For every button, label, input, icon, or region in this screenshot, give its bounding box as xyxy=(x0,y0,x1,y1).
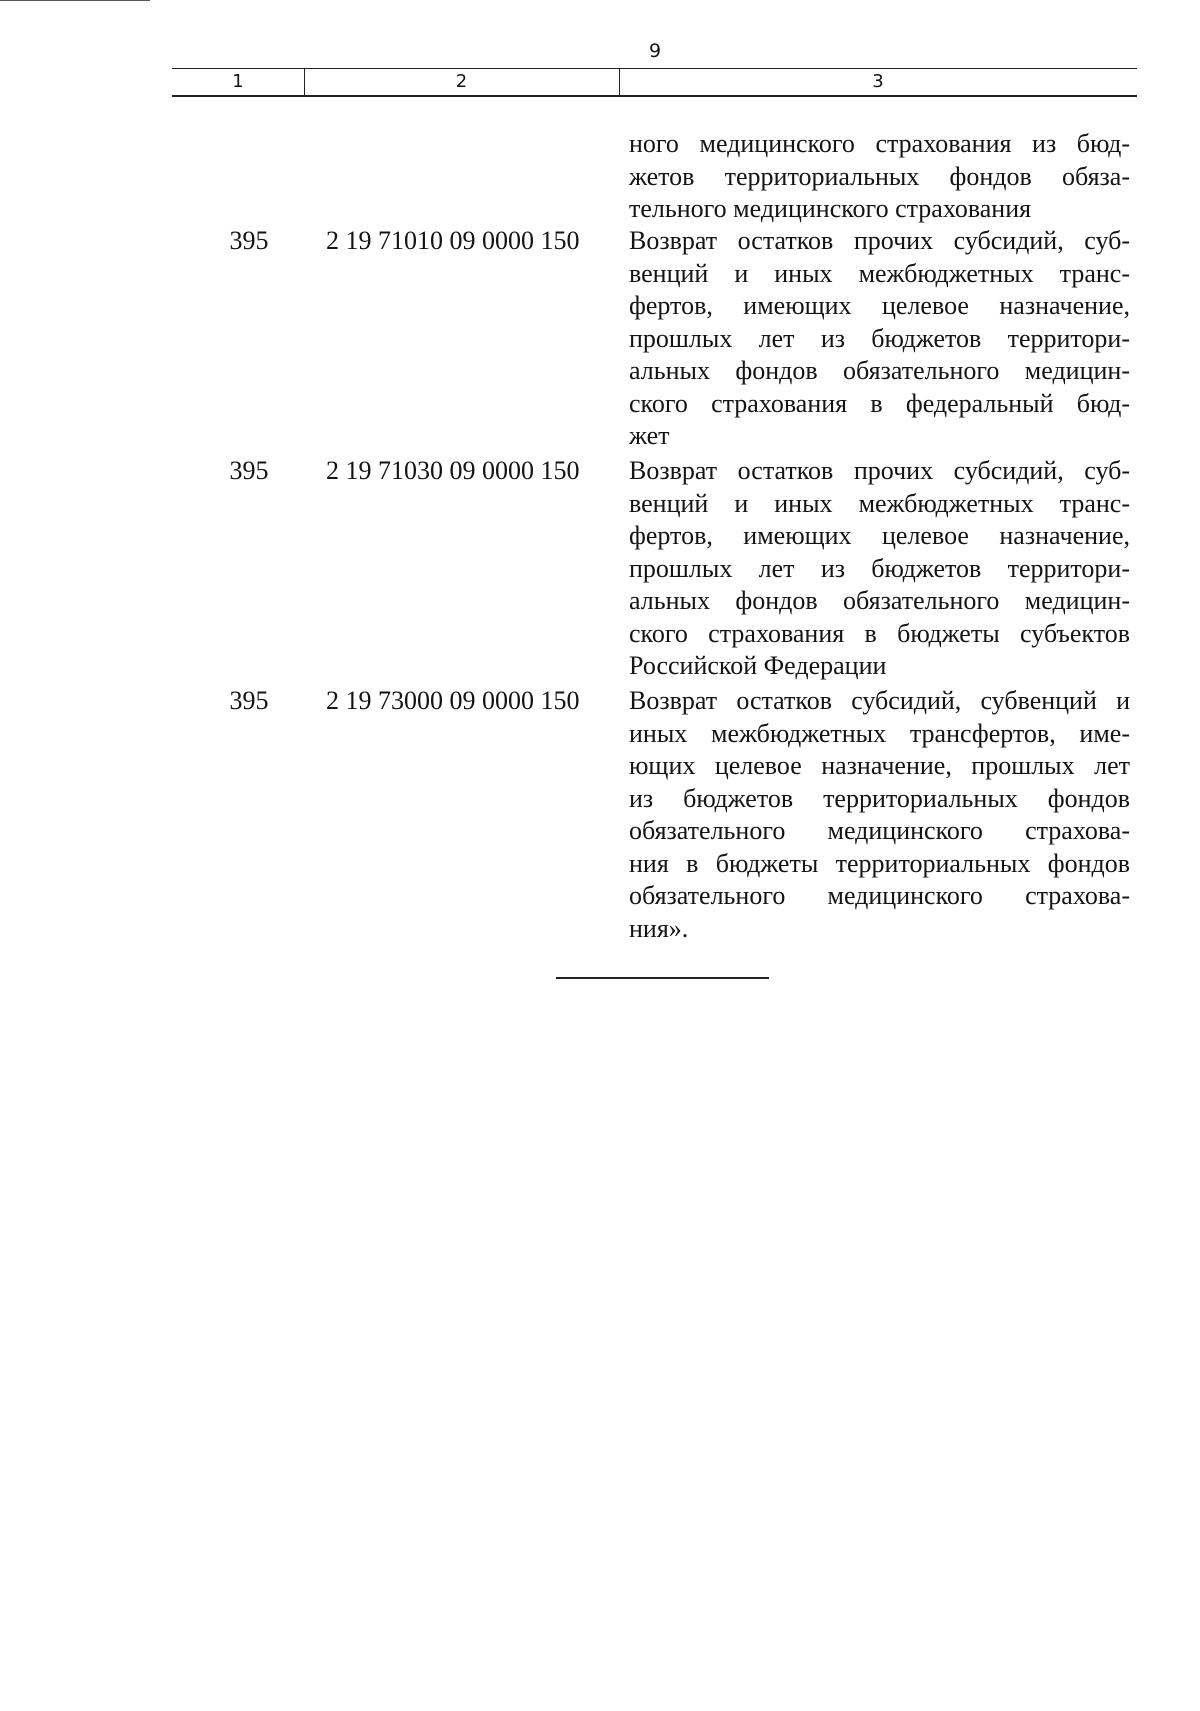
income-description xyxy=(629,455,1130,683)
header-top-rule xyxy=(172,68,1137,69)
description-line: ния в бюджеты территориальных фондов xyxy=(629,848,1130,878)
admin-code: 395 xyxy=(229,456,269,485)
description-line: из бюджетов территориальных фондов xyxy=(629,783,1130,813)
description-line: фертов, имеющих целевое назначение, xyxy=(629,291,1130,320)
header-column-3: 3 xyxy=(872,71,884,92)
header-column-1: 1 xyxy=(232,71,244,92)
description-line: тельного медицинского страхования xyxy=(629,194,1032,223)
description-line: Российской Федерации xyxy=(629,651,887,680)
header-bottom-rule xyxy=(172,95,1137,97)
income-description xyxy=(629,225,1130,453)
description-line: альных фондов обязательного медицин- xyxy=(629,356,1130,385)
header-column-2: 2 xyxy=(455,71,468,92)
description-line: ского страхования в федеральный бюд- xyxy=(629,388,1130,418)
description-line: Возврат остатков прочих субсидий, суб- xyxy=(629,226,1130,255)
budget-classification-code: 2 19 71010 09 0000 150 xyxy=(326,226,580,255)
admin-code: 395 xyxy=(229,226,269,255)
description-line: обязательного медицинского страхова- xyxy=(629,816,1130,845)
budget-classification-code: 2 19 71030 09 0000 150 xyxy=(326,456,580,485)
income-description xyxy=(629,685,1130,945)
description-line: фертов, имеющих целевое назначение, xyxy=(629,521,1130,550)
description-line: ния». xyxy=(629,913,689,943)
description-line: альных фондов обязательного медицин- xyxy=(629,586,1130,615)
admin-code: 395 xyxy=(229,686,269,715)
description-line: ющих целевое назначение, прошлых лет xyxy=(629,751,1130,780)
description-line: ского страхования в бюджеты субъектов xyxy=(629,618,1130,648)
description-line: Возврат остатков прочих субсидий, суб- xyxy=(629,456,1130,485)
scan-edge-mark xyxy=(0,0,150,1)
description-line: жет xyxy=(629,421,670,450)
description-line: Возврат остатков субсидий, субвенций и xyxy=(629,686,1130,715)
description-line: прошлых лет из бюджетов территори- xyxy=(629,553,1130,583)
closing-rule xyxy=(556,977,769,979)
description-line: обязательного медицинского страхова- xyxy=(629,881,1130,910)
description-line: жетов территориальных фондов обяза- xyxy=(629,161,1130,191)
description-line: венций и иных межбюджетных транс- xyxy=(629,488,1130,518)
page-number: 9 xyxy=(648,40,662,62)
description-line: иных межбюджетных трансфертов, име- xyxy=(629,718,1130,748)
description-line: венций и иных межбюджетных транс- xyxy=(629,258,1130,288)
description-line: прошлых лет из бюджетов территори- xyxy=(629,323,1130,353)
budget-classification-code: 2 19 73000 09 0000 150 xyxy=(326,686,580,715)
continuation-description xyxy=(629,128,1130,226)
description-line: ного медицинского страхования из бюд- xyxy=(629,129,1130,158)
